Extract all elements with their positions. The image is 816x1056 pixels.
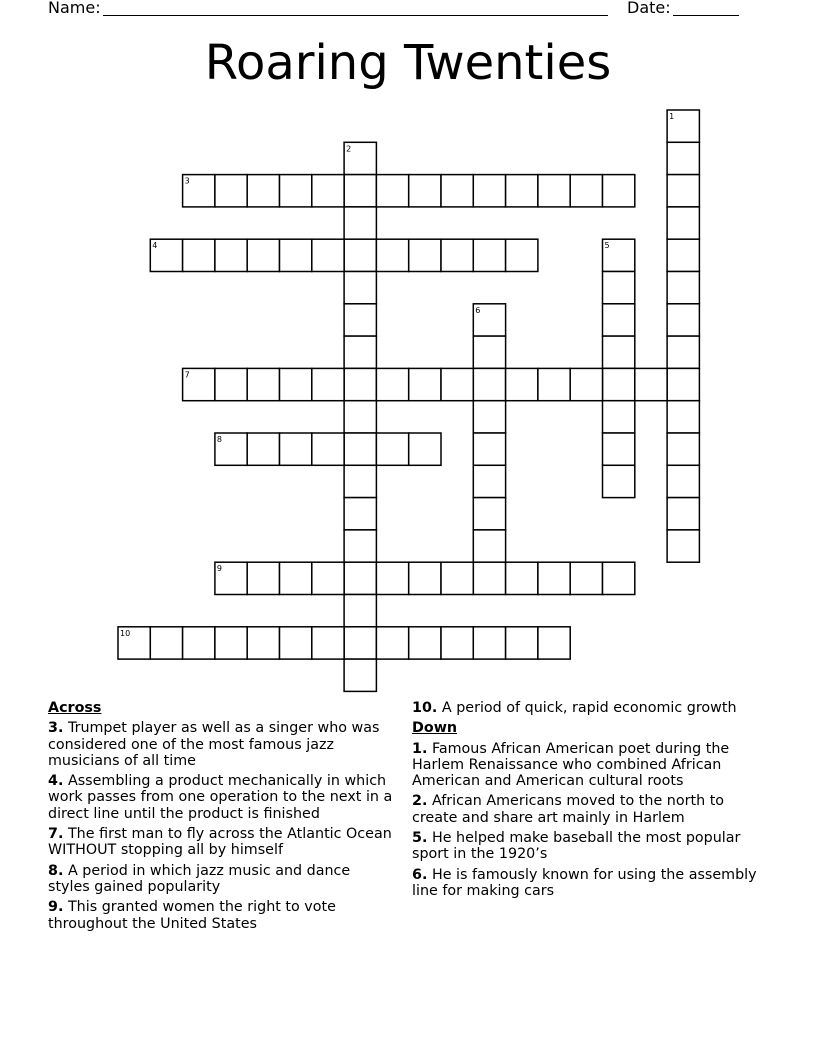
grid-cell[interactable] bbox=[344, 530, 376, 562]
clue-across-8 bbox=[48, 863, 393, 896]
grid-cell[interactable] bbox=[312, 433, 344, 465]
clue-text: A period of quick, rapid economic growth bbox=[441, 700, 737, 716]
grid-cell[interactable] bbox=[473, 239, 505, 271]
grid-cell[interactable] bbox=[570, 368, 602, 400]
grid-cell[interactable] bbox=[603, 304, 635, 336]
grid-cell[interactable] bbox=[280, 239, 312, 271]
grid-cell[interactable] bbox=[215, 175, 247, 207]
grid-cell[interactable] bbox=[667, 239, 699, 271]
grid-cell[interactable] bbox=[247, 368, 279, 400]
grid-cell[interactable] bbox=[344, 465, 376, 497]
grid-cell[interactable] bbox=[409, 368, 441, 400]
grid-cell[interactable] bbox=[603, 272, 635, 304]
clue-number: 8. bbox=[48, 862, 64, 879]
grid-cell[interactable] bbox=[376, 368, 408, 400]
grid-cell[interactable] bbox=[441, 239, 473, 271]
grid-cell[interactable] bbox=[570, 175, 602, 207]
grid-cell[interactable] bbox=[538, 175, 570, 207]
grid-cell[interactable] bbox=[376, 175, 408, 207]
clue-text: Famous African American poet during the Harlem Renaissance who combined African American and American cultural roots bbox=[412, 740, 730, 790]
clue-text: He is famously known for using the assembly line for making cars bbox=[412, 866, 757, 899]
grid-cell[interactable] bbox=[312, 175, 344, 207]
grid-cell[interactable] bbox=[441, 562, 473, 594]
grid-cell[interactable] bbox=[667, 433, 699, 465]
grid-cell[interactable] bbox=[409, 433, 441, 465]
grid-cell[interactable] bbox=[473, 401, 505, 433]
grid-cell[interactable] bbox=[473, 433, 505, 465]
clue-text: Assembling a product mechanically in which work passes from one operation to the next in a direct line until the product is finished bbox=[48, 773, 393, 822]
clue-across-4 bbox=[48, 773, 393, 822]
cell-number: 9 bbox=[216, 564, 222, 574]
grid-cell[interactable] bbox=[247, 562, 279, 594]
grid-cell[interactable] bbox=[150, 627, 182, 659]
grid-cell[interactable] bbox=[344, 595, 376, 627]
cell-number: 1 bbox=[669, 112, 675, 121]
clue-number: 1. bbox=[412, 740, 428, 757]
clue-text: The first man to fly across the Atlantic Ocean WITHOUT stopping all by himself bbox=[48, 826, 392, 859]
grid-cell[interactable] bbox=[280, 433, 312, 465]
grid-cell[interactable] bbox=[667, 175, 699, 207]
grid-cell[interactable] bbox=[473, 465, 505, 497]
date-label: Date: bbox=[627, 0, 671, 17]
clue-number: 10. bbox=[412, 700, 438, 716]
down-heading: Down bbox=[412, 720, 458, 737]
grid-cell[interactable] bbox=[667, 304, 699, 336]
grid-cell[interactable] bbox=[344, 562, 376, 594]
grid-cell[interactable] bbox=[312, 627, 344, 659]
grid-cell[interactable] bbox=[603, 401, 635, 433]
grid-cell[interactable] bbox=[183, 627, 215, 659]
grid-cell[interactable] bbox=[344, 239, 376, 271]
grid-cell[interactable] bbox=[247, 627, 279, 659]
grid-cell[interactable] bbox=[506, 627, 538, 659]
grid-cell[interactable] bbox=[215, 627, 247, 659]
cell-number: 10 bbox=[120, 628, 131, 638]
clue-number: 4. bbox=[48, 773, 64, 790]
grid-cell[interactable] bbox=[280, 562, 312, 594]
cell-number: 5 bbox=[604, 241, 610, 251]
grid-cell[interactable] bbox=[538, 562, 570, 594]
grid-cell[interactable] bbox=[667, 530, 699, 562]
clue-number: 3. bbox=[48, 720, 64, 737]
grid-cell[interactable] bbox=[376, 562, 408, 594]
grid-cell[interactable] bbox=[603, 562, 635, 594]
grid-cell[interactable] bbox=[312, 368, 344, 400]
grid-cell[interactable] bbox=[603, 433, 635, 465]
grid-cell[interactable] bbox=[667, 142, 699, 174]
clue-down-5 bbox=[412, 830, 768, 863]
grid-cell[interactable] bbox=[344, 304, 376, 336]
grid-cell[interactable] bbox=[473, 562, 505, 594]
grid-cell[interactable] bbox=[506, 562, 538, 594]
clue-across-9 bbox=[48, 899, 393, 932]
clue-number: 7. bbox=[48, 826, 64, 843]
grid-cell[interactable] bbox=[344, 175, 376, 207]
grid-cell[interactable] bbox=[376, 433, 408, 465]
grid-cell[interactable] bbox=[344, 498, 376, 530]
cell-number: 3 bbox=[184, 176, 190, 186]
grid-cell[interactable] bbox=[247, 433, 279, 465]
grid-cell[interactable] bbox=[667, 207, 699, 239]
clues-left-column bbox=[48, 700, 393, 936]
puzzle-title: Roaring Twenties bbox=[204, 35, 612, 91]
grid-cell[interactable] bbox=[603, 336, 635, 368]
grid-cell[interactable] bbox=[409, 175, 441, 207]
grid-cell[interactable] bbox=[344, 207, 376, 239]
grid-cell[interactable] bbox=[603, 368, 635, 400]
grid-cell[interactable] bbox=[409, 562, 441, 594]
clue-number: 5. bbox=[412, 830, 428, 847]
clue-number: 6. bbox=[412, 866, 428, 883]
cell-number: 2 bbox=[346, 144, 352, 154]
clue-across-10 bbox=[412, 700, 768, 716]
grid-cell[interactable] bbox=[667, 498, 699, 530]
grid-cell[interactable] bbox=[635, 368, 667, 400]
grid-cell[interactable] bbox=[344, 627, 376, 659]
clues-right-column bbox=[412, 700, 768, 903]
grid-cell[interactable] bbox=[409, 239, 441, 271]
grid-cell[interactable] bbox=[603, 465, 635, 497]
grid-cell[interactable] bbox=[667, 465, 699, 497]
clue-text: This granted women the right to vote throughout the United States bbox=[48, 899, 336, 932]
cell-number: 7 bbox=[184, 370, 190, 380]
across-heading: Across bbox=[48, 700, 102, 716]
grid-cell[interactable] bbox=[506, 368, 538, 400]
grid-cell[interactable] bbox=[376, 627, 408, 659]
grid-cell[interactable] bbox=[538, 627, 570, 659]
grid-cell[interactable] bbox=[312, 562, 344, 594]
clue-text: He helped make baseball the most popular sport in the 1920’s bbox=[412, 830, 741, 863]
grid-cell[interactable] bbox=[247, 175, 279, 207]
grid-cell[interactable] bbox=[409, 627, 441, 659]
grid-cell[interactable] bbox=[603, 175, 635, 207]
name-label: Name: bbox=[48, 0, 101, 17]
clue-text: A period in which jazz music and dance styles gained popularity bbox=[48, 862, 351, 895]
grid-cell[interactable] bbox=[441, 175, 473, 207]
grid-cell[interactable] bbox=[215, 239, 247, 271]
cell-number: 6 bbox=[475, 305, 481, 315]
grid-cell[interactable] bbox=[506, 175, 538, 207]
grid-cell[interactable] bbox=[506, 239, 538, 271]
grid-cell[interactable] bbox=[344, 433, 376, 465]
grid-cell[interactable] bbox=[667, 336, 699, 368]
grid-cell[interactable] bbox=[247, 239, 279, 271]
grid-cell[interactable] bbox=[473, 175, 505, 207]
grid-cell[interactable] bbox=[473, 368, 505, 400]
grid-cell[interactable] bbox=[667, 368, 699, 400]
grid-cell[interactable] bbox=[473, 530, 505, 562]
grid-cell[interactable] bbox=[667, 401, 699, 433]
grid-cell[interactable] bbox=[473, 336, 505, 368]
grid-cell[interactable] bbox=[473, 498, 505, 530]
grid-cell[interactable] bbox=[538, 368, 570, 400]
clue-number: 2. bbox=[412, 793, 428, 810]
clues-section bbox=[48, 700, 768, 960]
clue-down-1 bbox=[412, 741, 768, 790]
clue-text: African Americans moved to the north to create and share art mainly in Harlem bbox=[412, 793, 725, 826]
grid-cell[interactable] bbox=[441, 627, 473, 659]
grid-cell[interactable] bbox=[280, 175, 312, 207]
grid-cell[interactable] bbox=[667, 272, 699, 304]
clue-across-7 bbox=[48, 826, 393, 859]
grid-cell[interactable] bbox=[344, 272, 376, 304]
clue-down-6 bbox=[412, 867, 768, 900]
clue-number: 9. bbox=[48, 899, 64, 916]
grid-cell[interactable] bbox=[183, 239, 215, 271]
clue-across-3 bbox=[48, 720, 393, 769]
cell-number: 4 bbox=[152, 241, 158, 251]
grid-cell[interactable] bbox=[344, 401, 376, 433]
clue-text: Trumpet player as well as a singer who was considered one of the most famous jazz musicians of all time bbox=[48, 720, 380, 769]
grid-cell[interactable] bbox=[344, 336, 376, 368]
clue-down-2 bbox=[412, 793, 768, 826]
grid-cell[interactable] bbox=[570, 562, 602, 594]
grid-cell[interactable] bbox=[280, 627, 312, 659]
grid-cell[interactable] bbox=[344, 368, 376, 400]
grid-cell[interactable] bbox=[312, 239, 344, 271]
grid-cell[interactable] bbox=[441, 368, 473, 400]
grid-cell[interactable] bbox=[280, 368, 312, 400]
grid-cell[interactable] bbox=[473, 627, 505, 659]
grid-cell[interactable] bbox=[215, 368, 247, 400]
cell-number: 8 bbox=[216, 435, 222, 444]
grid-cell[interactable] bbox=[376, 239, 408, 271]
grid-cell[interactable] bbox=[344, 659, 376, 691]
